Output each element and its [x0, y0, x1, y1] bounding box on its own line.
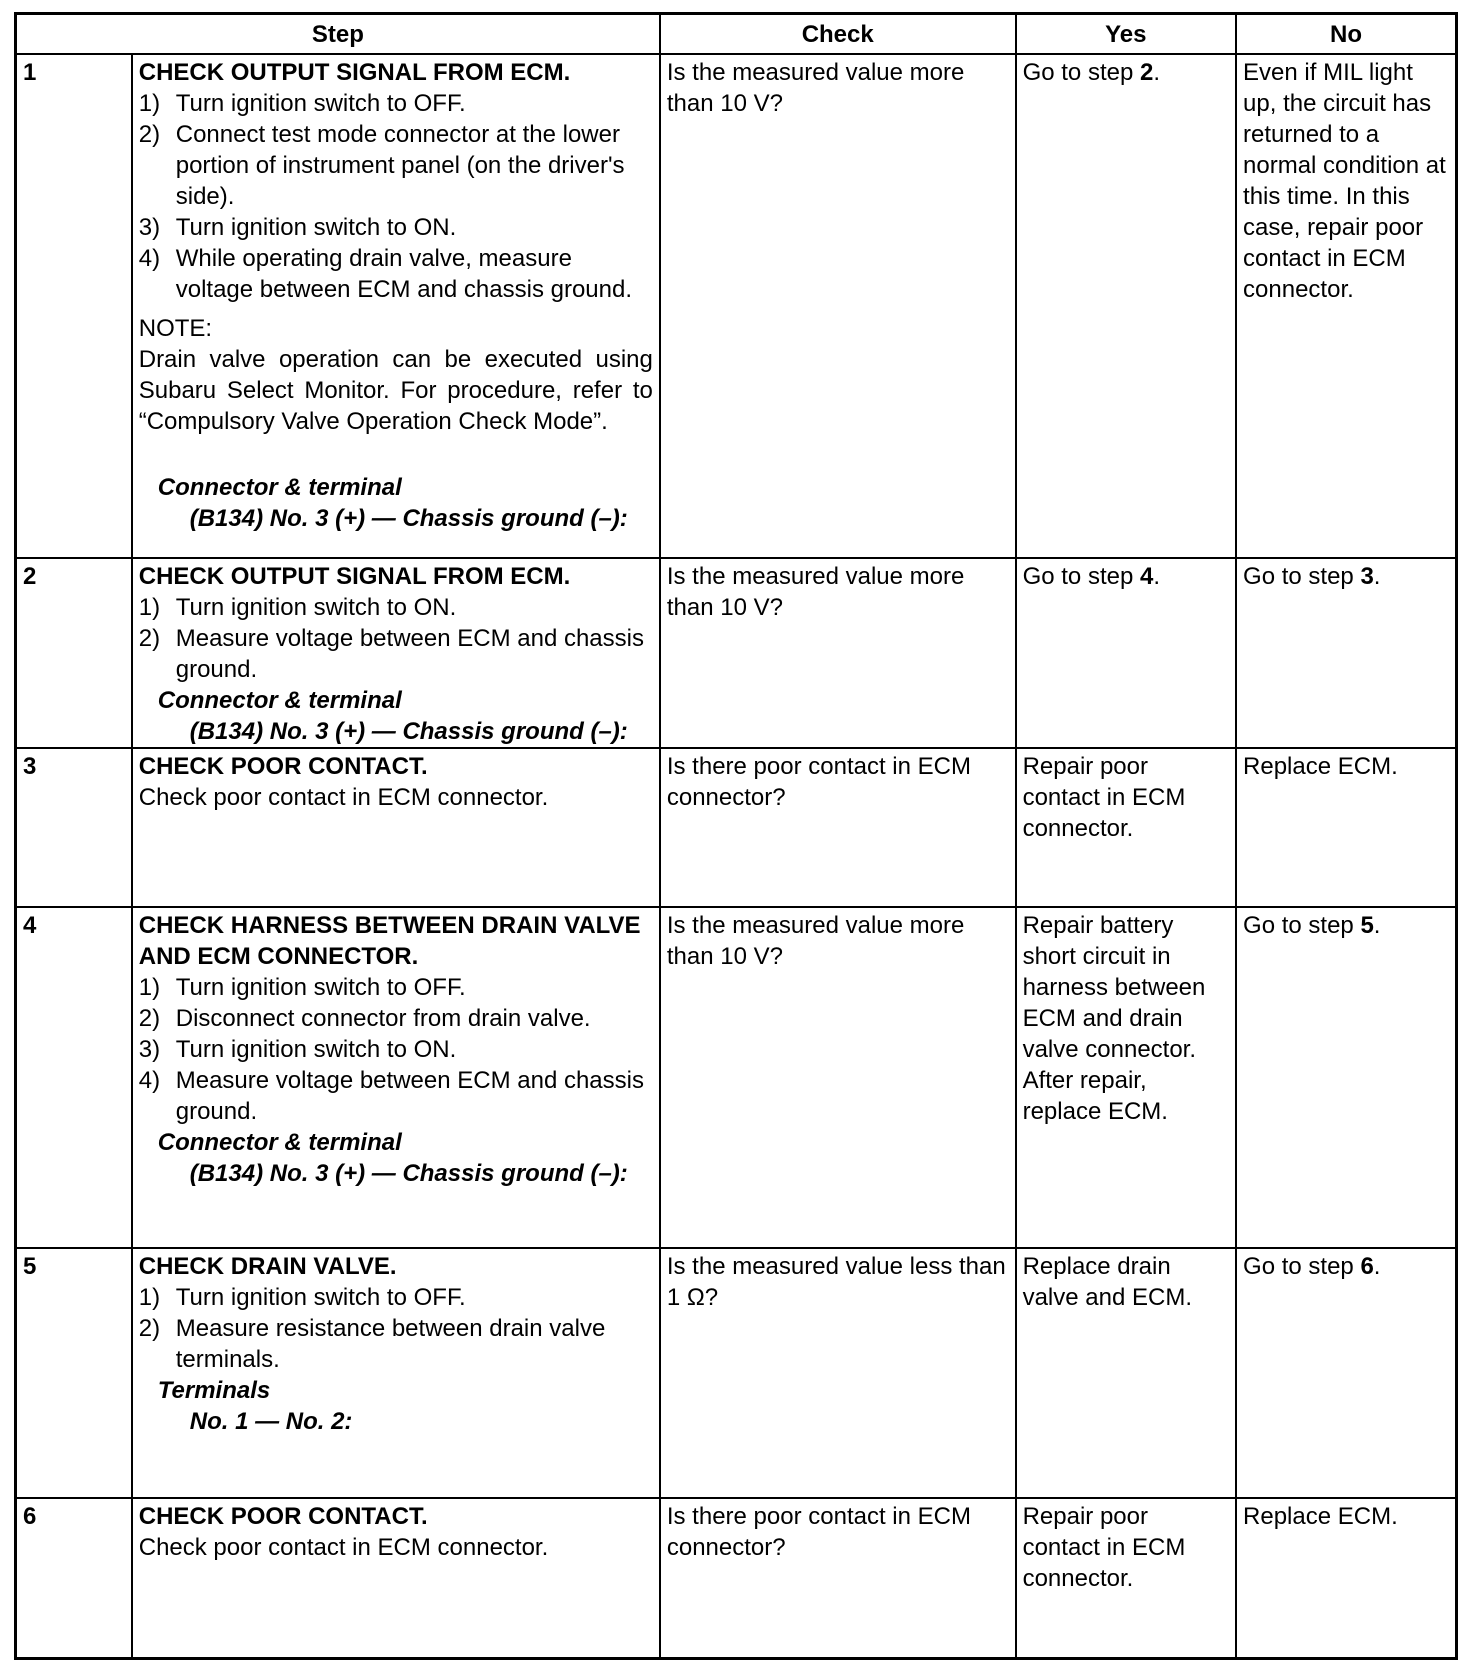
list-item: 1) Turn ignition switch to OFF. — [138, 1284, 466, 1311]
sub-step-list — [139, 1282, 653, 1375]
connector-terminal-value: (B134) No. 3 (+) — Chassis ground (–): — [189, 718, 628, 745]
no-cell: Even if MIL light up, the circuit has returned to a normal condition at this time. In this case, repair poor contact in ECM connector. — [1236, 54, 1456, 558]
header-row — [16, 14, 1457, 55]
note-text: Drain valve operation can be executed using Subaru Select Monitor. For procedure, refer to “Compulsory Valve Operation Check Mode”. — [138, 346, 653, 435]
step-number: 1 — [16, 54, 132, 558]
table-row — [16, 1248, 1457, 1498]
header-check: Check — [660, 14, 1016, 55]
header-step: Step — [16, 14, 660, 55]
step-cell — [132, 1248, 660, 1498]
step-title: CHECK OUTPUT SIGNAL FROM ECM. — [138, 59, 571, 86]
check-cell: Is the measured value less than 1 Ω? — [660, 1248, 1016, 1498]
check-cell: Is the measured value more than 10 V? — [660, 907, 1016, 1248]
no-cell: Go to step 3. — [1236, 558, 1456, 748]
list-item: 2) Measure voltage between ECM and chassis ground. — [138, 625, 644, 683]
list-item: 3) Turn ignition switch to ON. — [138, 214, 457, 241]
list-item: 4) While operating drain valve, measure voltage between ECM and chassis ground. — [138, 245, 633, 303]
check-cell: Is there poor contact in ECM connector? — [660, 1498, 1016, 1658]
table-row — [16, 1498, 1457, 1658]
list-item: 1) Turn ignition switch to OFF. — [138, 974, 466, 1001]
step-cell — [132, 907, 660, 1248]
no-cell: Go to step 5. — [1236, 907, 1456, 1248]
list-item: 2) Disconnect connector from drain valve. — [138, 1005, 591, 1032]
check-cell: Is there poor contact in ECM connector? — [660, 748, 1016, 907]
no-cell: Go to step 6. — [1236, 1248, 1456, 1498]
step-cell — [132, 558, 660, 748]
check-cell: Is the measured value more than 10 V? — [660, 558, 1016, 748]
check-cell: Is the measured value more than 10 V? — [660, 54, 1016, 558]
connector-terminal-label: Connector & terminal — [157, 474, 402, 501]
table-row — [16, 558, 1457, 748]
sub-step-list — [139, 88, 653, 305]
yes-cell: Repair poor contact in ECM connector. — [1016, 748, 1236, 907]
yes-cell: Replace drain valve and ECM. — [1016, 1248, 1236, 1498]
step-title: CHECK HARNESS BETWEEN DRAIN VALVE AND ECM CONNECTOR. — [138, 912, 641, 970]
terminals-value: No. 1 — No. 2: — [189, 1408, 353, 1435]
step-number: 2 — [16, 558, 132, 748]
step-number: 5 — [16, 1248, 132, 1498]
step-body: Check poor contact in ECM connector. — [138, 784, 549, 811]
table-row — [16, 54, 1457, 558]
connector-terminal-value: (B134) No. 3 (+) — Chassis ground (–): — [189, 505, 628, 532]
step-body: Check poor contact in ECM connector. — [138, 1534, 549, 1561]
list-item: 2) Measure resistance between drain valve terminals. — [138, 1315, 606, 1373]
step-title: CHECK OUTPUT SIGNAL FROM ECM. — [138, 563, 571, 590]
step-title: CHECK DRAIN VALVE. — [138, 1253, 397, 1280]
list-item: 3) Turn ignition switch to ON. — [138, 1036, 457, 1063]
table-row — [16, 748, 1457, 907]
step-cell — [132, 1498, 660, 1658]
no-cell: Replace ECM. — [1236, 748, 1456, 907]
no-cell: Replace ECM. — [1236, 1498, 1456, 1658]
step-title: CHECK POOR CONTACT. — [138, 1503, 428, 1530]
yes-cell: Go to step 4. — [1016, 558, 1236, 748]
list-item: 2) Connect test mode connector at the lower portion of instrument panel (on the driver's side). — [138, 121, 625, 210]
table-row — [16, 907, 1457, 1248]
yes-cell: Go to step 2. — [1016, 54, 1236, 558]
list-item: 1) Turn ignition switch to ON. — [138, 594, 457, 621]
header-yes: Yes — [1016, 14, 1236, 55]
list-item: 1) Turn ignition switch to OFF. — [138, 90, 466, 117]
yes-cell: Repair poor contact in ECM connector. — [1016, 1498, 1236, 1658]
note-label: NOTE: — [138, 315, 213, 342]
terminals-label: Terminals — [157, 1377, 271, 1404]
diagnostic-table — [14, 12, 1458, 1660]
sub-step-list — [139, 972, 653, 1127]
step-number: 6 — [16, 1498, 132, 1658]
yes-cell: Repair battery short circuit in harness between ECM and drain valve connector. After repair, replace ECM. — [1016, 907, 1236, 1248]
step-number: 4 — [16, 907, 132, 1248]
header-no: No — [1236, 14, 1456, 55]
connector-terminal-label: Connector & terminal — [157, 1129, 402, 1156]
list-item: 4) Measure voltage between ECM and chassis ground. — [138, 1067, 644, 1125]
step-cell — [132, 54, 660, 558]
step-title: CHECK POOR CONTACT. — [138, 753, 428, 780]
step-number: 3 — [16, 748, 132, 907]
step-cell — [132, 748, 660, 907]
connector-terminal-value: (B134) No. 3 (+) — Chassis ground (–): — [189, 1160, 628, 1187]
connector-terminal-label: Connector & terminal — [157, 687, 402, 714]
sub-step-list — [139, 592, 653, 685]
